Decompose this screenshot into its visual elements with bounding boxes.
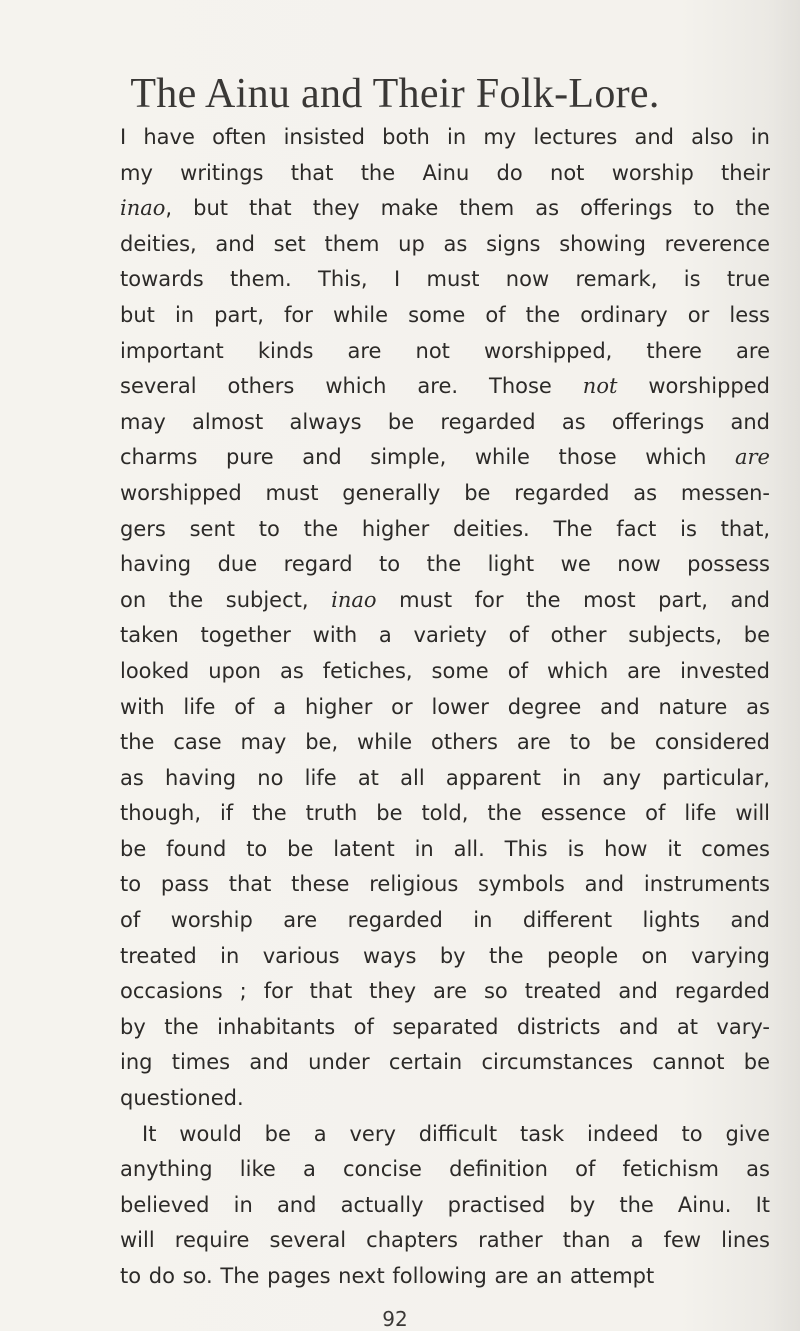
text-line <box>120 227 770 263</box>
text-span: treated in various ways by the people on varying <box>120 943 770 968</box>
text-line <box>120 298 770 334</box>
text-line <box>120 939 770 975</box>
text-span: important kinds are not worshipped, there are <box>120 338 770 363</box>
text-line <box>120 512 770 548</box>
text-span: having due regard to the light we now possess <box>120 552 770 577</box>
body-text <box>120 120 770 1295</box>
running-head: The Ainu and Their Folk-Lore. <box>130 71 660 117</box>
text-line <box>120 262 770 298</box>
text-span: It would be a very difficult task indeed to give <box>142 1121 770 1146</box>
text-line <box>120 690 770 726</box>
text-line <box>120 191 770 227</box>
text-span: will require several chapters rather than a few lines <box>120 1228 770 1253</box>
text-span: gers sent to the higher deities. The fact is that, <box>120 516 770 541</box>
text-line <box>120 120 770 156</box>
text-line <box>120 903 770 939</box>
text-line <box>120 1117 770 1153</box>
text-line <box>120 974 770 1010</box>
text-span: be found to be latent in all. This is how it comes <box>120 836 770 861</box>
text-span: towards them. This, I must now remark, is true <box>120 267 770 292</box>
italic-term: are <box>735 445 770 470</box>
text-span: but in part, for while some of the ordinary or less <box>120 302 770 327</box>
text-line <box>120 547 770 583</box>
text-span: though, if the truth be told, the essence of life will <box>120 801 770 826</box>
text-line <box>120 1152 770 1188</box>
text-line <box>120 761 770 797</box>
text-span: of worship are regarded in different lights and <box>120 908 770 933</box>
text-span: , but that they make them as offerings to the <box>165 196 770 221</box>
text-span: anything like a concise definition of fetichism as <box>120 1157 770 1182</box>
text-line <box>120 832 770 868</box>
text-span: as having no life at all apparent in any particular, <box>120 765 770 790</box>
text-line <box>120 334 770 370</box>
text-line <box>120 1188 770 1224</box>
text-span: on the subject, <box>120 587 332 612</box>
text-line <box>120 1259 770 1295</box>
text-span: must for the most part, and <box>376 587 771 612</box>
italic-term: inao <box>331 587 377 612</box>
text-span: the case may be, while others are to be considered <box>120 730 770 755</box>
page-number: 92 <box>382 1307 408 1331</box>
text-span: I have often insisted both in my lectures and also in <box>120 125 770 149</box>
text-line <box>120 1081 770 1117</box>
text-span: looked upon as fetiches, some of which are invested <box>120 658 770 683</box>
text-span: deities, and set them up as signs showing reverence <box>120 231 770 256</box>
text-span: occasions ; for that they are so treated and regarded <box>120 979 770 1004</box>
text-line <box>120 156 770 192</box>
text-span: to pass that these religious symbols and instruments <box>120 872 770 897</box>
text-line <box>120 618 770 654</box>
text-line <box>120 1223 770 1259</box>
text-line <box>120 725 770 761</box>
text-line <box>120 796 770 832</box>
text-line <box>120 1045 770 1081</box>
text-span: worshipped must generally be regarded as messen- <box>120 480 770 505</box>
text-line <box>120 867 770 903</box>
text-line <box>120 1010 770 1046</box>
text-span: with life of a higher or lower degree and nature as <box>120 694 770 719</box>
text-line <box>120 583 770 619</box>
text-span: several others which are. Those <box>120 374 583 399</box>
text-span: worshipped <box>617 374 770 399</box>
italic-term: not <box>582 374 618 399</box>
text-span: taken together with a variety of other subjects, be <box>120 623 770 648</box>
text-line <box>120 440 770 476</box>
text-span: believed in and actually practised by the Ainu. It <box>120 1192 770 1217</box>
text-span: to do so. The pages next following are an attempt <box>120 1264 655 1288</box>
text-span: by the inhabitants of separated districts and at vary- <box>120 1014 770 1039</box>
text-line <box>120 405 770 441</box>
text-span: charms pure and simple, while those which <box>120 445 735 470</box>
text-span: questioned. <box>120 1086 244 1111</box>
text-line <box>120 654 770 690</box>
text-line <box>120 476 770 512</box>
italic-term: inao <box>120 196 166 221</box>
text-span: my writings that the Ainu do not worship their <box>120 160 770 185</box>
text-span: may almost always be regarded as offerings and <box>120 409 770 434</box>
text-span: ing times and under certain circumstances cannot be <box>120 1050 770 1075</box>
text-line <box>120 369 770 405</box>
